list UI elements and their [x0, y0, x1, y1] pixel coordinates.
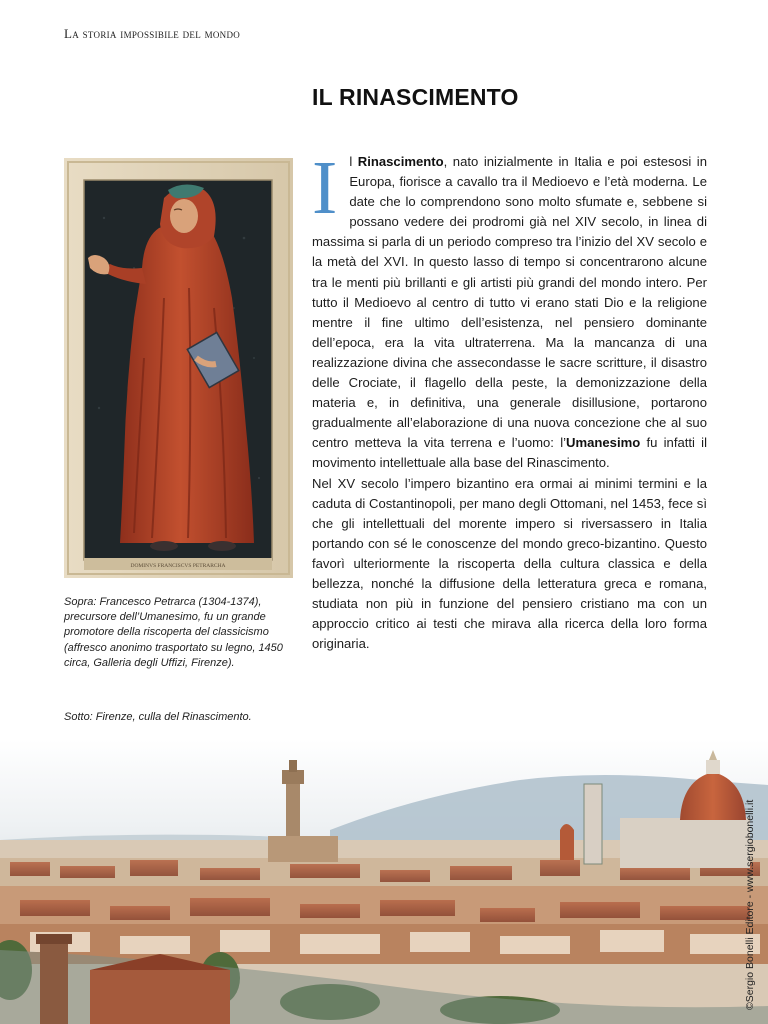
paragraph-1: [312, 146, 708, 474]
copyright-credit: ©Sergio Bonelli Editore - www.sergiobonelli.it: [744, 799, 756, 1010]
running-head: La storia impossibile del mondo: [64, 26, 241, 41]
fresco-inscription: DOMINVS FRANCISCVS PETRARCHA: [130, 563, 226, 569]
dropcap: I: [312, 146, 338, 230]
keyword-rinascimento: Rinascimento: [357, 154, 444, 169]
p1-text-1: l: [349, 154, 358, 169]
keyword-umanesimo: Umanesimo: [566, 435, 641, 451]
petrarca-fresco-image: [64, 158, 293, 578]
caption-top: Sopra: Francesco Petrarca (1304-1374), precursore dell’Umanesimo, fu un grande promotore della riscoperta del classicismo (affresco anonimo trasportato su legno, 1450 circa, Galleria degli Uffizi, Firenze).: [64, 596, 283, 669]
p1-text-3: fu infatti il movimento intellettuale alla base del Rinascimento.: [312, 435, 708, 471]
florence-panorama-image: [0, 740, 768, 1024]
caption-bottom: Sotto: Firenze, culla del Rinascimento.: [64, 711, 252, 723]
article-body: [312, 146, 708, 654]
paragraph-2: Nel XV secolo l’impero bizantino era ormai ai minimi termini e la caduta di Costantinopoli, per mano degli Ottomani, nel 1453, fece sì che gli intellettuali del morente impero si riversassero in Italia portando con sé le conoscenze del mondo greco-bizantino. Questo favorì ulteriormente la riscoperta della cultura classica e della bellezza, nonché la diffusione della letteratura greca e romana, studiata non più in funzione del pensiero cristiano ma con un approccio critico ai testi che mirava alla ricerca della loro forma originaria.: [312, 475, 707, 652]
p1-text-2: , nato inizialmente in Italia e poi estesosi in Europa, fiorisce a cavallo tra il Medioevo e l’età moderna. Le date che lo comprendono sono molto sfumate e, sebbene si possano vedere dei prodromi già nel XIV secolo, in linea di massima si parla di un periodo compreso tra l’inizio del XV secolo e la metà del XVI. In questo lasso di tempo si concentrarono alcune tra le menti più brillanti e gli artisti più grandi del mondo intero. Per tutto il Medioevo al centro di tutto vi erano stati Dio e la religione mentre il fine ultimo dell’esistenza, nel pensiero dominante dell’epoca, era la vita ultraterrena. Ma la mancanza di una realizzazione divina che assecondasse le sacre scritture, il disastro delle Crociate, il flagello della peste, la demonizzazione della materia e, in definitiva, una generale disillusione, portarono gradualmente all’elaborazione di una nuova concezione che al suo centro metteva la vita terrena e l’uomo: l’: [312, 154, 707, 451]
page-title: IL RINASCIMENTO: [312, 84, 519, 110]
